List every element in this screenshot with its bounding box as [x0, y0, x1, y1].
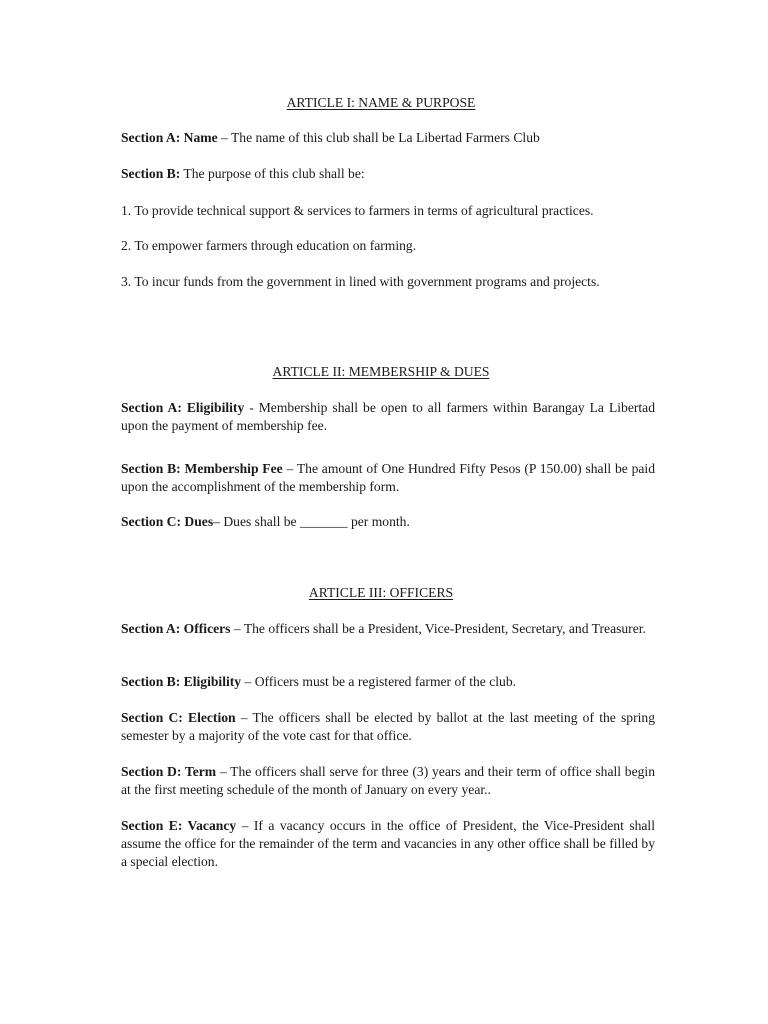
article-1-section-b	[121, 165, 655, 183]
purpose-item-1: 1. To provide technical support & services to farmers in terms of agricultural practices.	[121, 203, 594, 218]
section-label: Section E: Vacancy	[121, 818, 237, 833]
article-2-section-c	[121, 513, 655, 531]
section-text: – If a vacancy occurs in the office of President, the Vice-President shall assume the office for the remainder of the term and vacancies in any other office shall be filled by a special election.	[121, 818, 655, 869]
article-3-section-a	[121, 620, 655, 638]
article-1-heading: ARTICLE I: NAME & PURPOSE	[286, 95, 476, 110]
section-text: – Officers must be a registered farmer of the club.	[241, 674, 517, 689]
article-3-section-d	[121, 763, 655, 799]
section-text: – The officers shall be elected by ballot at the last meeting of the spring semester by a majority of the vote cast for that office.	[121, 710, 655, 743]
article-2-section-b	[121, 460, 655, 496]
purpose-item-2: 2. To empower farmers through education on farming.	[121, 238, 417, 253]
article-3-section-c	[121, 709, 655, 745]
article-3-section-e	[121, 817, 655, 871]
section-text: – Dues shall be _______ per month.	[213, 514, 410, 529]
section-label: Section B:	[121, 166, 181, 181]
section-text: – The amount of One Hundred Fifty Pesos (P 150.00) shall be paid upon the accomplishment of the membership form.	[121, 461, 655, 494]
section-text: The purpose of this club shall be:	[180, 166, 365, 181]
section-label: Section B: Membership Fee	[121, 461, 283, 476]
section-text: – The name of this club shall be La Libertad Farmers Club	[217, 130, 540, 145]
article-2-heading: ARTICLE II: MEMBERSHIP & DUES	[272, 364, 490, 379]
section-text: - Membership shall be open to all farmers within Barangay La Libertad upon the payment of membership fee.	[121, 400, 655, 433]
section-label: Section A: Officers	[121, 621, 231, 636]
section-label: Section B: Eligibility	[121, 674, 242, 689]
article-3-heading: ARTICLE III: OFFICERS	[308, 585, 454, 600]
article-1-section-a	[121, 129, 655, 147]
section-text: – The officers shall serve for three (3) years and their term of office shall begin at the first meeting schedule of the month of January on every year..	[121, 764, 655, 797]
section-label: Section D: Term	[121, 764, 217, 779]
section-label: Section C: Dues	[121, 514, 214, 529]
purpose-item-3: 3. To incur funds from the government in lined with government programs and projects.	[121, 274, 600, 289]
section-text: – The officers shall be a President, Vice-President, Secretary, and Treasurer.	[230, 621, 646, 636]
article-2-section-a	[121, 399, 655, 435]
article-3-section-b	[121, 673, 655, 691]
section-label: Section C: Election	[121, 710, 236, 725]
section-label: Section A: Eligibility	[121, 400, 245, 415]
section-label: Section A: Name	[121, 130, 218, 145]
